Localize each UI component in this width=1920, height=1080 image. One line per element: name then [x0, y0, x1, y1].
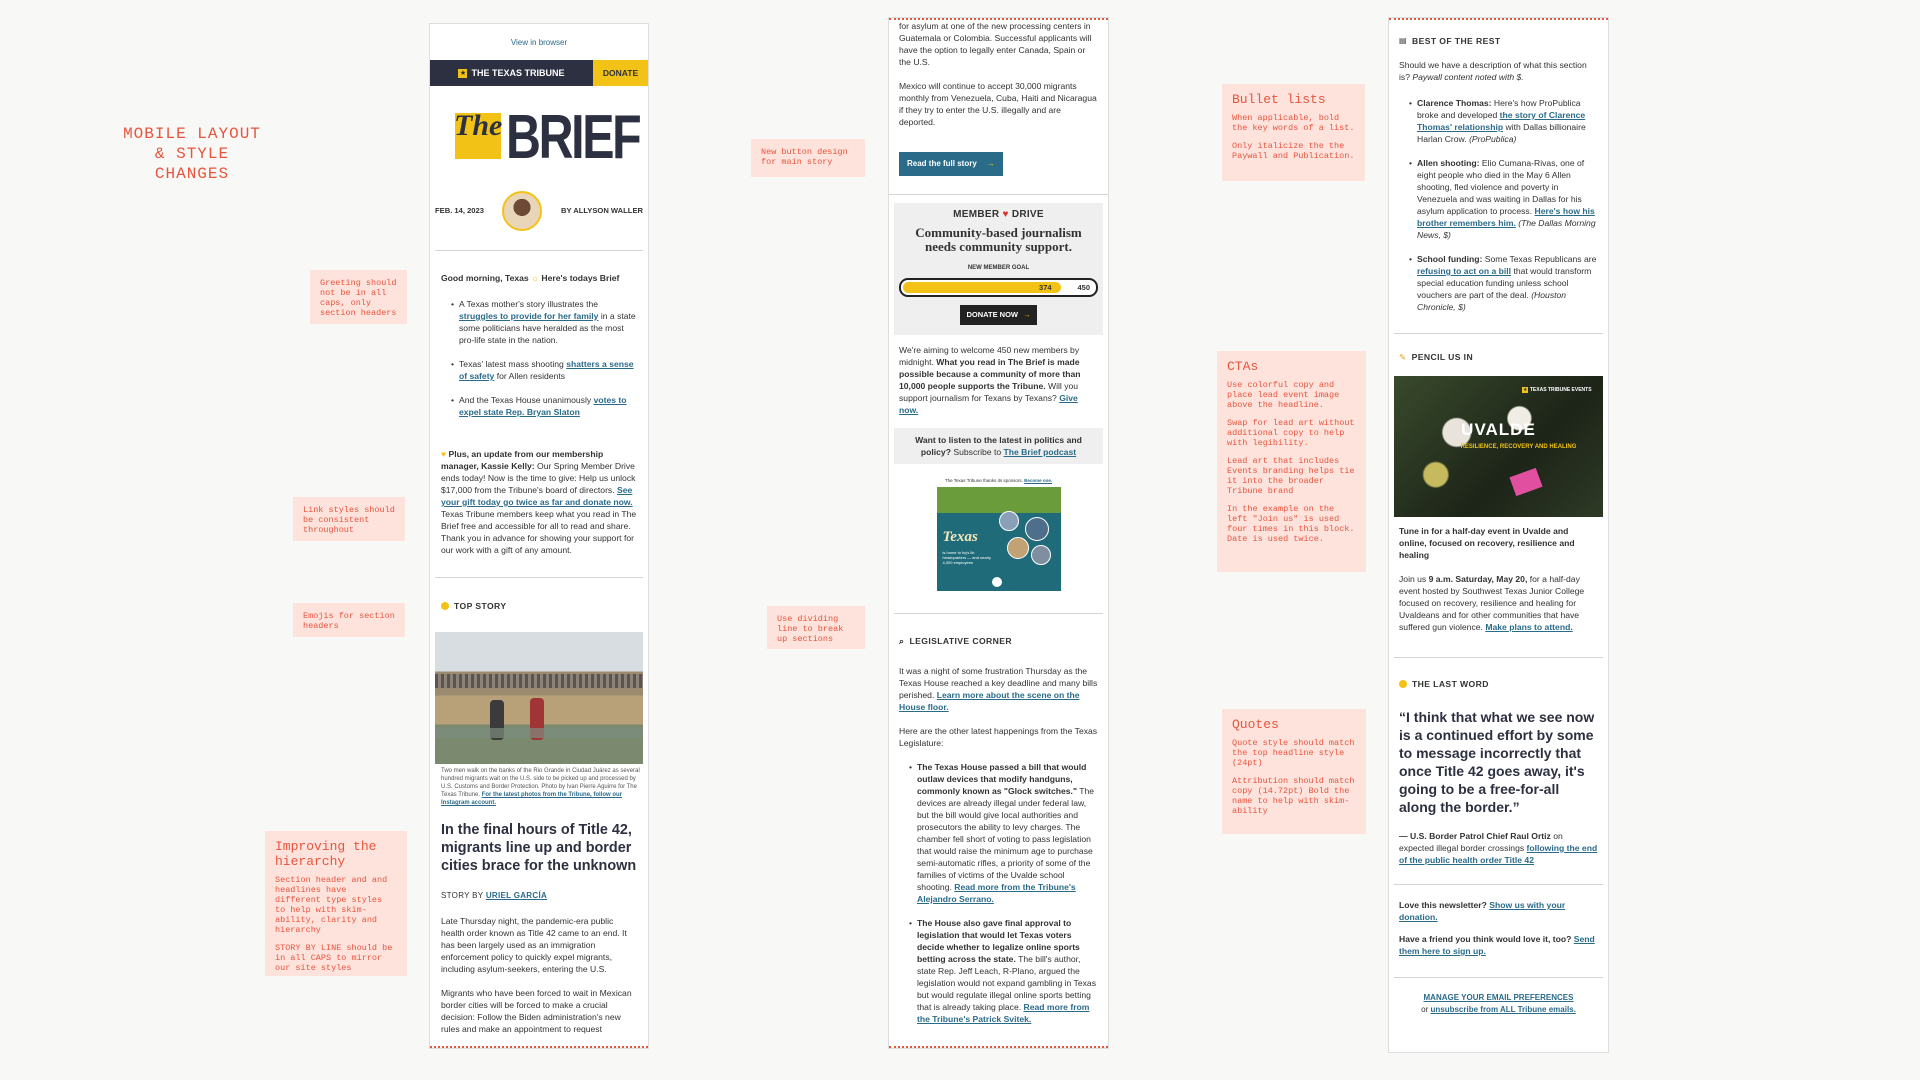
list-item	[1399, 253, 1598, 313]
cut-line-bottom	[430, 1046, 648, 1048]
story-paragraph: for asylum at one of the new processing centers in Guatemala or Colombia. Successful applicants will have the option to legally enter Canada, Spain or the U.S.	[899, 21, 1092, 67]
leg-text: It was a night of some frustration Thursday as the Texas House reached a key deadline and many bills perished.	[899, 666, 1098, 700]
item-text: with Dallas billionaire Harlan Crow.	[1417, 122, 1586, 144]
divider	[1394, 977, 1603, 978]
page-heading-line2: & STYLE CHANGES	[154, 145, 230, 183]
story-link[interactable]: Read more from the Tribune's Patrick Svitek.	[917, 1002, 1090, 1024]
arrow-right-icon: →	[986, 159, 995, 168]
item-source: (ProPublica)	[1469, 134, 1517, 144]
friend-text: Have a friend you think would love it, too?	[1399, 934, 1572, 944]
brand-name: THE TEXAS TRIBUNE	[471, 68, 565, 78]
byline-label: STORY BY	[441, 891, 486, 900]
note-ctas-p1: Use colorful copy and place lead event image above the headline.	[1227, 380, 1340, 410]
quote: “I think that what we see now is a continued effort by some to message incorrectly that once Title 42 goes away, it's going to be a free-for-all along the border.”	[1399, 709, 1595, 815]
ad-photo-circle	[999, 511, 1019, 531]
podcast-heading: Want to listen to the latest in politics and policy?	[915, 435, 1082, 457]
cut-line-top	[1389, 18, 1608, 20]
divider	[435, 577, 643, 578]
list-item	[899, 761, 1098, 905]
item-text: Here's how ProPublica broke and developed	[1417, 98, 1581, 120]
goal-target-value: 450	[1077, 283, 1090, 292]
story-paragraph: Mexico will continue to accept 30,000 migrants monthly from Venezuela, Cuba, Haiti and Nicaragua if they try to enter the U.S. illegally and are deported.	[899, 81, 1097, 127]
divider	[435, 250, 643, 251]
story-link[interactable]: refusing to act on a bill	[1417, 266, 1512, 276]
goal-progress-fill	[903, 282, 1061, 293]
list-item	[441, 298, 637, 346]
ad-photo-circle	[1007, 537, 1029, 559]
note-ctas	[1217, 351, 1366, 572]
donation-link[interactable]: Show us with your donation.	[1399, 900, 1566, 922]
item-bold: Clarence Thomas:	[1417, 98, 1492, 108]
list-item	[899, 917, 1098, 1025]
heart-icon: ♥	[1002, 209, 1009, 220]
attribution-name: — U.S. Border Patrol Chief Raul Ortiz	[1399, 831, 1551, 841]
event-title: UVALDE	[1461, 420, 1536, 439]
instagram-link[interactable]: For the latest photos from the Tribune, follow our Instagram account.	[441, 792, 623, 806]
tribune-star-icon: ★	[459, 69, 467, 77]
best-intro	[1399, 59, 1598, 83]
membership-update	[441, 448, 637, 556]
item-source: (Houston Chronicle, $)	[1417, 290, 1567, 312]
share-newsletter	[1399, 933, 1598, 957]
note-hierarchy	[265, 831, 407, 976]
newspaper-icon: ▤	[1399, 36, 1407, 45]
podcast-box	[894, 428, 1103, 464]
note-emojis	[293, 603, 405, 637]
item-bold: Allen shooting:	[1417, 158, 1480, 168]
sponsor-note	[889, 478, 1108, 484]
ad-logo-icon	[992, 577, 1002, 587]
section-label: BEST OF THE REST	[1411, 36, 1501, 46]
event-text: Join us	[1399, 574, 1429, 584]
note-greeting	[310, 270, 407, 324]
note-dividing	[767, 606, 865, 649]
view-in-browser-link[interactable]: View in browser	[510, 38, 568, 47]
divider	[889, 194, 1108, 195]
caption-text: Two men walk on the banks of the Rio Grande in Ciudad Juárez as several hundred migrants wait on the U.S. side to be picked up and processed by U.S. Customs and Border Protection. Photo by Ivan Pierre Aguirre for The Texas Tribune.	[441, 768, 640, 798]
goal-progress-bar	[899, 278, 1098, 297]
divider	[1394, 657, 1603, 658]
photo-caption	[430, 764, 648, 807]
house-floor-link[interactable]: Learn more about the scene on the House floor.	[899, 690, 1080, 712]
greeting-text: Good morning, Texas	[441, 273, 529, 283]
note-button	[751, 139, 865, 177]
section-label: THE LAST WORD	[1412, 679, 1489, 689]
event-date: 9 a.m. Saturday, May 20,	[1428, 574, 1528, 584]
heart-emoji-icon: ♥	[441, 449, 447, 459]
photo-crowd	[435, 674, 643, 688]
greeting	[441, 272, 637, 284]
member-word: MEMBER	[953, 209, 1000, 220]
item-text: The bill's author, state Rep. Jeff Leach, R-Plano, argued the legislation would not expand gambling in Texas but would regulate illegal online sports betting that is already taking place.	[917, 954, 1096, 1012]
item-text: that would transform special education funding unless school vouchers are part of the deal.	[1417, 266, 1592, 300]
note-quotes	[1222, 709, 1366, 834]
button-label: Read the full story	[907, 159, 977, 168]
drive-word: DRIVE	[1011, 209, 1044, 220]
note-quotes-p2: Attribution should match copy (14.72pt) Bold the name to help with skim-ability	[1232, 776, 1355, 816]
manage-preferences-link[interactable]: MANAGE YOUR EMAIL PREFERENCES	[1423, 993, 1574, 1002]
event-brand: ★ TEXAS TRIBUNE EVENTS	[1523, 387, 1592, 393]
intro-italic: Paywall content noted with $.	[1412, 72, 1524, 82]
email-footer	[1389, 992, 1608, 1016]
aim-text: We're aiming to welcome 450 new members by midnight.	[899, 345, 1080, 367]
podcast-link[interactable]: The Brief podcast	[1003, 447, 1077, 457]
list-item	[441, 394, 637, 418]
event-subtitle: RESILIENCE, RECOVERY AND HEALING	[1460, 444, 1577, 450]
ad-text: is home to hq's lib headquarters — and nearly 4,000 employees	[942, 550, 991, 565]
note-hierarchy-title: Improving the hierarchy	[275, 839, 377, 869]
note-ctas-p4: In the example on the left "Join us" is used four times in this block. Date is used twice.	[1227, 504, 1355, 544]
list-item	[1399, 97, 1598, 145]
star-emoji-icon	[441, 602, 449, 610]
the-brief-logo	[430, 86, 648, 176]
quote-attribution	[1399, 830, 1598, 866]
email-panel-2	[888, 17, 1109, 1049]
note-hierarchy-p1: Section header and and headlines have different type styles to help with skim-ability, clarity and hierarchy	[275, 875, 388, 935]
unsubscribe-link[interactable]: unsubscribe from ALL Tribune emails.	[1430, 1005, 1576, 1014]
page-heading-line1: MOBILE LAYOUT	[123, 125, 261, 143]
logo-brief: BRIEF	[506, 103, 640, 172]
ad-photo-circle	[1031, 545, 1051, 565]
logo-the: The	[454, 109, 503, 142]
note-bullets-p2: Only italicize the the Paywall and Publication.	[1232, 141, 1355, 161]
section-label: PENCIL US IN	[1411, 352, 1474, 362]
magnifier-icon: ⌕	[899, 636, 905, 646]
member-drive-box	[894, 203, 1103, 335]
story-byline	[441, 890, 637, 902]
story-link[interactable]: Here's how his brother remembers him.	[1417, 206, 1595, 228]
note-button-text: New button design for main story	[761, 147, 848, 167]
read-full-story-button[interactable]	[899, 152, 1003, 176]
note-bullets-title: Bullet lists	[1232, 92, 1326, 107]
make-plans-link[interactable]: Make plans to attend.	[1485, 622, 1573, 632]
event-image[interactable]	[1394, 376, 1603, 517]
sponsor-ad[interactable]	[937, 487, 1061, 591]
love-text: Love this newsletter?	[1399, 900, 1487, 910]
email-panel-3	[1388, 17, 1609, 1053]
item-text: Texas' latest mass shooting	[459, 359, 567, 369]
title-42-link[interactable]: following the end of the public health order Title 42	[1399, 843, 1598, 865]
story-paragraph: Late Thursday night, the pandemic-era public health order known as Title 42 came to an end. It has been largely used as an immigration enforcement policy to quickly expel migrants, including asylum-seekers, entering the U.S.	[441, 916, 627, 974]
tribune-brand-bar[interactable]	[430, 60, 593, 86]
author-avatar	[502, 191, 542, 231]
item-text: for Allen residents	[494, 371, 566, 381]
legislative-corner-header	[899, 635, 1098, 647]
issue-date: FEB. 14, 2023	[435, 206, 484, 215]
divider	[1394, 884, 1603, 885]
note-emojis-text: Emojis for section headers	[303, 611, 395, 631]
note-links-text: Link styles should be consistent throughout	[303, 505, 395, 535]
item-text: in a state some politicians have heralded as the most pro-life state in the nation.	[459, 311, 636, 345]
member-drive-text	[889, 344, 1108, 416]
section-label: LEGISLATIVE CORNER	[909, 636, 1012, 646]
ad-photo-circle	[1025, 517, 1049, 541]
become-sponsor-link[interactable]: Become one.	[1024, 478, 1053, 483]
page-heading	[122, 124, 262, 184]
footer-text: or	[1421, 1005, 1431, 1014]
note-ctas-p3: Lead art that includes Events branding helps tie it into the broader Tribune brand	[1227, 456, 1355, 496]
pencil-icon: ✎	[1399, 352, 1407, 362]
item-bold: The House also gave final approval to legislation that would let Texas voters decide whether to legalize online sports betting across the state.	[917, 918, 1080, 964]
intro-text: Should we have a description of what this section is?	[1399, 60, 1587, 82]
update-heading: Plus, an update from our membership manager, Kassie Kelly:	[441, 449, 604, 471]
story-link[interactable]: the story of Clarence Thomas' relationship	[1417, 110, 1586, 132]
divider	[894, 613, 1103, 614]
donate-link[interactable]: See your gift today go twice as far and donate now.	[441, 485, 633, 507]
event-pink-candle	[1509, 468, 1542, 496]
item-text: Elio Cumana-Rivas, one of eight people who died in the May 6 Allen shooting, fled violence and poverty in Venezuela and was waiting in Dallas for his asylum application to process.	[1417, 158, 1585, 216]
item-text: The devices are already illegal under federal law, but the bill would give local authorities and prosecutors the ability to levy charges. The chamber fell short of voting to pass legislation that would raise the minimum age to purchase semi-automatic rifles, a priority of some of the families of victims of the Uvalde school shooting.	[917, 786, 1095, 892]
list-item	[1399, 157, 1598, 241]
story-link[interactable]: struggles to provide for her family	[459, 311, 599, 321]
email-panel-1	[429, 23, 649, 1049]
leg-paragraph	[899, 665, 1098, 713]
love-newsletter	[1399, 899, 1598, 923]
last-word-header	[1399, 678, 1598, 690]
leg-paragraph: Here are the other latest happenings from the Texas Legislature:	[899, 726, 1098, 748]
item-bold: School funding:	[1417, 254, 1483, 264]
item-source: (The Dallas Morning News, $)	[1417, 218, 1596, 240]
sun-icon: ☼	[531, 273, 539, 283]
event-details	[1399, 573, 1598, 633]
podcast-text: Subscribe to	[950, 447, 1004, 457]
update-text: Our Spring Member Drive ends today! Now is the time to give: Help us unlock $17,000 from the Tribune's board of directors.	[441, 461, 636, 495]
story-headline[interactable]: In the final hours of Title 42, migrants line up and border cities brace for the unknown	[441, 822, 637, 874]
pencil-us-in-header	[1399, 351, 1598, 363]
ad-title: Texas	[942, 529, 978, 545]
arrow-right-icon: →	[1023, 310, 1031, 319]
story-link[interactable]: Read more from the Tribune's Alejandro Serrano.	[917, 882, 1076, 904]
note-quotes-p1: Quote style should match the top headline style (24pt)	[1232, 738, 1355, 768]
item-bold: The Texas House passed a bill that would outlaw devices that modify handguns, commonly known as "Glock switches."	[917, 762, 1087, 796]
author-link[interactable]: URIEL GARCÍA	[485, 891, 548, 900]
goal-label: NEW MEMBER GOAL	[967, 265, 1030, 271]
signup-link[interactable]: Send them here to sign up.	[1399, 934, 1595, 956]
top-nav	[430, 60, 648, 86]
date-byline-row	[430, 188, 648, 234]
author-byline: BY ALLYSON WALLER	[561, 206, 643, 215]
note-dividing-text: Use dividing line to break up sections	[777, 614, 844, 644]
donate-header-button[interactable]: DONATE	[593, 60, 648, 86]
attribution-text: on expected illegal border crossings	[1399, 831, 1563, 853]
greeting-subtitle: Here's todays Brief	[541, 273, 620, 283]
best-of-rest-header	[1399, 35, 1598, 47]
note-ctas-p2: Swap for lead art without additional copy to help with legibility.	[1227, 418, 1355, 448]
ad-top-band	[937, 487, 1061, 513]
button-label: DONATE NOW	[966, 310, 1019, 319]
cut-line-top	[889, 18, 1108, 20]
event-brand-text: TEXAS TRIBUNE EVENTS	[1529, 387, 1592, 393]
item-text: And the Texas House unanimously	[459, 395, 594, 405]
event-text: for a half-day event hosted by Southwest Texas Junior College focused on recovery, resilience and healing for Uvaldeans and for other communities that have suffered gun violence.	[1399, 574, 1585, 632]
item-text: Some Texas Republicans are	[1482, 254, 1597, 264]
top-story-label: TOP STORY	[454, 601, 507, 611]
note-hierarchy-p2: STORY BY LINE should be in all CAPS to mirror our site styles	[275, 943, 393, 973]
sponsor-text: The Texas Tribune thanks its sponsors.	[944, 478, 1025, 483]
note-link-styles	[293, 497, 405, 541]
note-quotes-title: Quotes	[1232, 717, 1279, 732]
list-item	[441, 358, 637, 382]
event-headline[interactable]: Tune in for a half-day event in Uvalde and online, focused on recovery, resilience and healing	[1399, 526, 1575, 560]
aim-text: Will you support journalism for Texans by Texans?	[899, 381, 1079, 403]
member-drive-headline: Community-based journalism needs community support.	[915, 225, 1082, 254]
member-drive-title	[894, 209, 1103, 221]
note-ctas-title: CTAs	[1227, 359, 1259, 374]
update-text: Texas Tribune members keep what you read in The Brief free and accessible for all to read and share. Thank you in advance for showing your support for our work with a gift of any amount.	[441, 509, 637, 555]
divider	[1394, 333, 1603, 334]
cut-line-bottom	[889, 1046, 1108, 1048]
note-greeting-text: Greeting should not be in all caps, only section headers	[320, 278, 397, 318]
story-link[interactable]: votes to expel state Rep. Bryan Slaton	[459, 395, 627, 417]
wave-emoji-icon	[1399, 680, 1407, 688]
item-text: A Texas mother's story illustrates the	[459, 299, 599, 309]
goal-current-value: 374	[1039, 283, 1052, 292]
photo-river	[435, 728, 643, 738]
story-paragraph: Migrants who have been forced to wait in Mexican border cities will be forced to make a crucial decision: Follow the Biden administration's new rules and make an appointment to request	[441, 988, 632, 1034]
note-bullets-p1: When applicable, bold the key words of a list.	[1232, 113, 1355, 133]
aim-bold: What you read in The Brief is made possible because a community of more than 10,000 people supports the Tribune.	[899, 357, 1081, 391]
top-story-header	[430, 600, 648, 612]
donate-now-button[interactable]	[960, 305, 1036, 325]
story-link[interactable]: shatters a sense of safety	[459, 359, 634, 381]
give-now-link[interactable]: Give now.	[899, 393, 1078, 415]
note-bullets	[1222, 84, 1365, 181]
top-story-photo[interactable]	[435, 632, 643, 764]
